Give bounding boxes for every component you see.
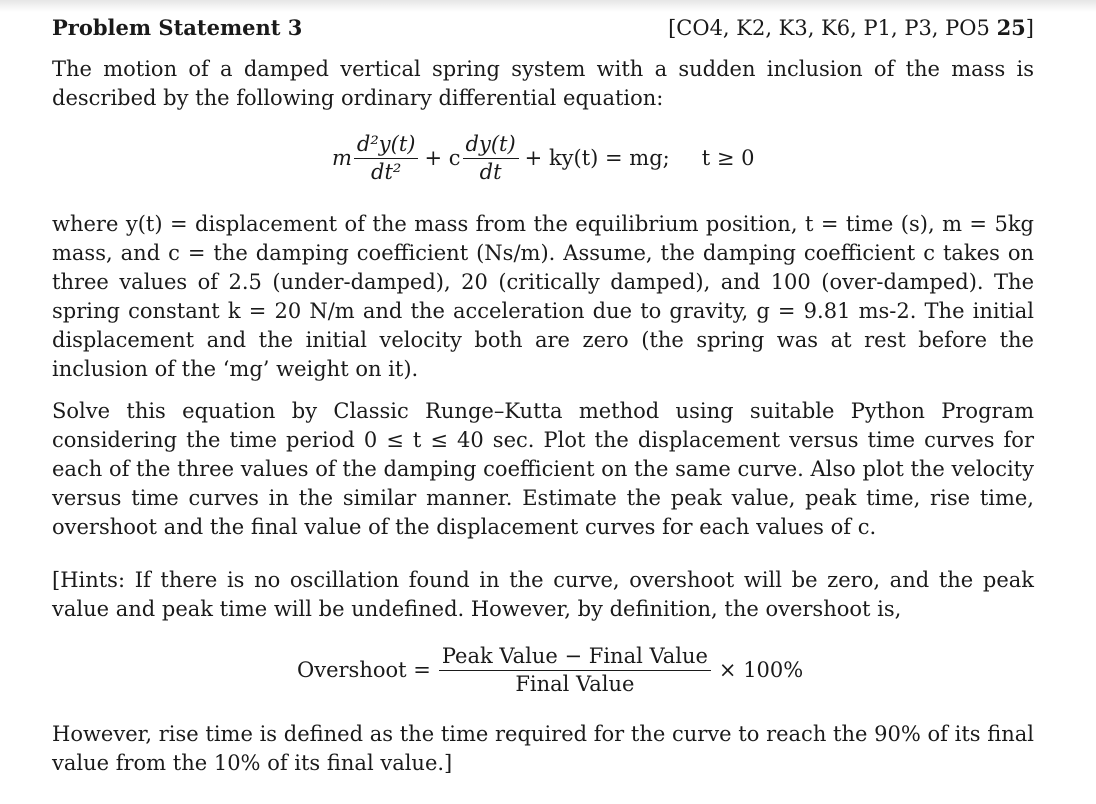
eq-rest: + ky(t) = mg; [524, 146, 670, 170]
eq-m: m [332, 146, 352, 170]
eq-condition: t ≥ 0 [701, 146, 755, 170]
codes-open: [ [668, 16, 677, 40]
second-derivative-numerator: d²y(t) [354, 132, 419, 159]
second-derivative-denominator: dt² [371, 160, 402, 184]
overshoot-multiplier: × 100% [718, 658, 804, 682]
problem-title: Problem Statement 3 [52, 15, 303, 40]
overshoot-formula [297, 644, 803, 697]
intro-paragraph: The motion of a damped vertical spring system with a sudden inclusion of the mass is described by the following ordinary differential equation: [52, 57, 1034, 110]
solve-paragraph: Solve this equation by Classic Runge–Kutta method using suitable Python Program considering the time period 0 ≤ t ≤ 40 sec. Plot the displacement versus time curves for each of the three values of the damping coefficient on the same curve. Also plot the velocity versus time curves in the similar manner. Estimate the peak value, peak time, rise time, overshoot and the final value of the displacement curves for each values of c. [52, 399, 1034, 539]
second-derivative [354, 132, 419, 185]
problem-header [52, 13, 1034, 43]
overshoot-denominator: Final Value [515, 672, 635, 696]
hints-paragraph: [Hints: If there is no oscillation found in the curve, overshoot will be zero, and the peak value and peak time will be undefined. However, by definition, the overshoot is, [52, 568, 1034, 621]
overshoot-fraction [439, 644, 711, 697]
top-shadow [0, 0, 1096, 12]
overshoot-numerator: Peak Value − Final Value [439, 644, 711, 671]
codes-close: ] [1025, 16, 1034, 40]
codes-text: CO4, K2, K3, K6, P1, P3, PO5 [676, 16, 990, 40]
overshoot-label: Overshoot = [297, 658, 431, 682]
where-paragraph: where y(t) = displacement of the mass from the equilibrium position, t = time (s), m = 5kg mass, and c = the damping coefficient (Ns/m). Assume, the damping coefficient c takes on three values of 2.5 (under-damped), 20 (critically damped), and 100 (over-damped). The spring constant k = 20 N/m and the acceleration due to gravity, g = 9.81 ms-2. The initial displacement and the initial velocity both are zero (the spring was at rest before the inclusion of the ‘mg’ weight on it). [52, 212, 1034, 381]
rise-time-paragraph: However, rise time is defined as the time required for the curve to reach the 90% of its final value from the 10% of its final value.] [52, 722, 1034, 775]
eq-plus-c: + c [424, 146, 461, 170]
ode-equation [332, 132, 754, 185]
first-derivative-denominator: dt [479, 160, 502, 184]
outcome-codes [668, 13, 1034, 43]
marks: 25 [996, 15, 1026, 40]
first-derivative-numerator: dy(t) [463, 132, 519, 159]
first-derivative [463, 132, 519, 185]
